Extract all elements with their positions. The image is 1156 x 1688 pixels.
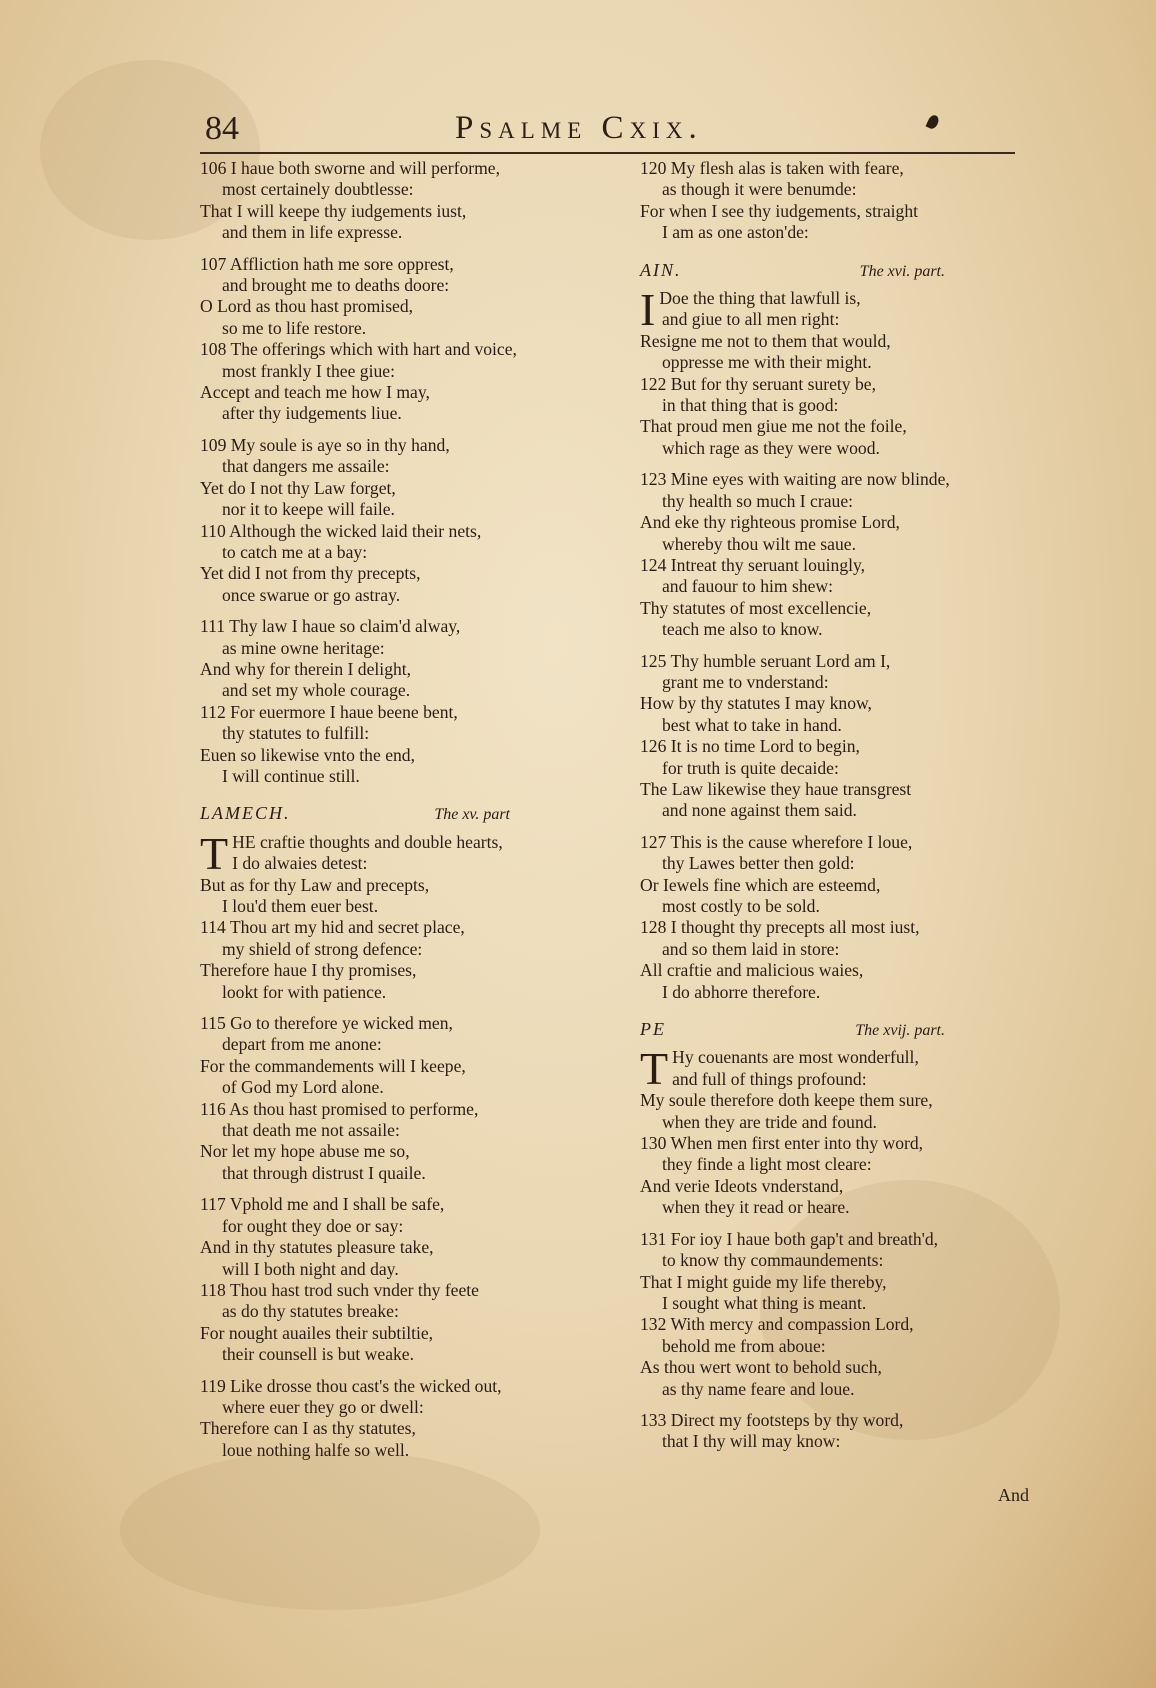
- verse-line: [640, 331, 1035, 352]
- verse-text: loue nothing halfe so well.: [222, 1439, 410, 1460]
- verse-text: 108 The offerings which with hart and voice,: [200, 339, 517, 360]
- drop-cap: T: [200, 827, 229, 879]
- verse-text: to know thy commaundements:: [662, 1250, 884, 1271]
- verse-line: [200, 1194, 600, 1215]
- verse-line: [200, 382, 600, 403]
- hebrew-letter-heading: LAMECH.: [200, 803, 291, 824]
- verse-text: which rage as they were wood.: [662, 437, 880, 458]
- verse-line: [640, 201, 1035, 222]
- verse-text: That I will keepe thy iudgements iust,: [200, 200, 467, 221]
- verse-line: [640, 512, 1035, 533]
- verse-line: [200, 659, 600, 680]
- verse-line: [640, 779, 1035, 800]
- stanza-gap: [640, 459, 1035, 469]
- verse-line: [200, 616, 600, 637]
- verse-text: 109 My soule is aye so in thy hand,: [200, 434, 450, 455]
- stanza-gap: [200, 1003, 600, 1013]
- verse-line: [200, 702, 600, 723]
- verse-line: [640, 1154, 1035, 1175]
- verse-line: [640, 1133, 1035, 1154]
- verse-line: [640, 651, 1035, 672]
- verse-text: that death me not assaile:: [222, 1120, 400, 1141]
- verse-text: depart from me anone:: [222, 1034, 382, 1055]
- verse-line: [640, 1293, 1035, 1314]
- page-number: 84: [205, 110, 239, 147]
- stanza-gap: [200, 425, 600, 435]
- verse-line: [200, 201, 600, 222]
- left-column: [200, 158, 600, 1461]
- verse-line: [200, 456, 600, 477]
- verse-text: thy statutes to fulfill:: [222, 723, 370, 744]
- verse-text: 126 It is no time Lord to begin,: [640, 736, 860, 757]
- verse-line: [640, 179, 1035, 200]
- stanza-gap: [200, 606, 600, 616]
- verse-text: And eke thy righteous promise Lord,: [640, 512, 900, 533]
- verse-text: Resigne me not to them that would,: [640, 330, 891, 351]
- verse-line: [640, 736, 1035, 757]
- verse-text: 132 With mercy and compassion Lord,: [640, 1314, 914, 1335]
- verse-text: Yet did I not from thy precepts,: [200, 563, 421, 584]
- right-column: [640, 158, 1035, 1453]
- verse-text: I am as one aston'de:: [662, 222, 809, 243]
- verse-line: [200, 499, 600, 520]
- verse-text: when they it read or heare.: [662, 1197, 850, 1218]
- verse-line: [200, 1099, 600, 1120]
- verse-text: and set my whole courage.: [222, 680, 411, 701]
- verse-line: [200, 723, 600, 744]
- verse-line: [200, 1237, 600, 1258]
- verse-text: best what to take in hand.: [662, 714, 842, 735]
- verse-line: [200, 1418, 600, 1439]
- verse-text: I do abhorre therefore.: [662, 981, 821, 1002]
- verse-line: [200, 1280, 600, 1301]
- verse-line: [200, 542, 600, 563]
- verse-text: 123 Mine eyes with waiting are now blinde,: [640, 469, 950, 490]
- verse-text: That proud men giue me not the foile,: [640, 416, 907, 437]
- verse-text: after thy iudgements liue.: [222, 403, 402, 424]
- verse-line: [200, 585, 600, 606]
- verse-text: 118 Thou hast trod such vnder thy feete: [200, 1279, 479, 1300]
- stanza-gap: [640, 1400, 1035, 1410]
- verse-line: [200, 179, 600, 200]
- verse-line: [200, 939, 600, 960]
- verse-line: [640, 555, 1035, 576]
- verse-text: will I both night and day.: [222, 1258, 399, 1279]
- verse-line: [200, 158, 600, 179]
- catchword: And: [998, 1485, 1029, 1505]
- section-heading: [640, 260, 1035, 282]
- verse-line: [640, 469, 1035, 490]
- verse-text: their counsell is but weake.: [222, 1344, 415, 1365]
- verse-text: 117 Vphold me and I shall be safe,: [200, 1194, 445, 1215]
- verse-text: Hy couenants are most wonderfull,: [672, 1047, 919, 1068]
- verse-text: that dangers me assaile:: [222, 456, 390, 477]
- verse-text: to catch me at a bay:: [222, 541, 368, 562]
- verse-text: Doe the thing that lawfull is,: [659, 288, 861, 309]
- verse-text: And verie Ideots vnderstand,: [640, 1175, 844, 1196]
- verse-line: [200, 1163, 600, 1184]
- verse-line: [640, 800, 1035, 821]
- verse-text: Thy statutes of most excellencie,: [640, 597, 872, 618]
- verse-line: [640, 158, 1035, 179]
- verse-text: and none against them said.: [662, 800, 857, 821]
- verse-text: I lou'd them euer best.: [222, 896, 379, 916]
- verse-text: For the commandements will I keepe,: [200, 1055, 466, 1076]
- header-rule: [200, 152, 1015, 154]
- verse-line: [640, 1357, 1035, 1378]
- verse-text: my shield of strong defence:: [222, 938, 423, 959]
- verse-line: [640, 1431, 1035, 1452]
- verse-line: [200, 296, 600, 317]
- verse-line: [200, 1077, 600, 1098]
- verse-line: [640, 1229, 1035, 1250]
- verse-line: [640, 438, 1035, 459]
- verse-line: [640, 917, 1035, 938]
- verse-text: I sought what thing is meant.: [662, 1292, 867, 1313]
- verse-line: [640, 491, 1035, 512]
- hebrew-letter-heading: AIN.: [640, 259, 682, 280]
- verse-line: [200, 638, 600, 659]
- verse-text: Therefore can I as thy statutes,: [200, 1418, 416, 1439]
- verse-text: 110 Although the wicked laid their nets,: [200, 520, 482, 541]
- verse-text: once swarue or go astray.: [222, 584, 401, 605]
- verse-text: when they are tride and found.: [662, 1111, 877, 1132]
- verse-text: Euen so likewise vnto the end,: [200, 744, 415, 765]
- verse-text: 131 For ioy I haue both gap't and breath'd,: [640, 1228, 939, 1249]
- drop-cap: T: [640, 1043, 669, 1095]
- verse-text: and brought me to deaths doore:: [222, 275, 450, 296]
- verse-text: 124 Intreat thy seruant louingly,: [640, 554, 866, 575]
- verse-line: [640, 1272, 1035, 1293]
- verse-line: [200, 435, 600, 456]
- verse-text: they finde a light most cleare:: [662, 1154, 872, 1175]
- verse-text: grant me to vnderstand:: [662, 671, 829, 692]
- verse-line: [200, 875, 600, 896]
- verse-text: and them in life expresse.: [222, 222, 403, 243]
- verse-line: [640, 960, 1035, 981]
- verse-text: For when I see thy iudgements, straight: [640, 200, 919, 221]
- verse-text: and giue to all men right:: [662, 309, 840, 330]
- verse-line: [640, 416, 1035, 437]
- verse-text: HE craftie thoughts and double hearts,: [232, 831, 503, 852]
- verse-text: teach me also to know.: [662, 619, 823, 640]
- verse-line: [640, 1250, 1035, 1271]
- verse-line: [640, 1090, 1035, 1111]
- verse-line: [200, 1440, 600, 1461]
- verse-text: in that thing that is good:: [662, 395, 839, 416]
- verse-text: nor it to keepe will faile.: [222, 499, 395, 520]
- verse-text: I will continue still.: [222, 765, 360, 786]
- verse-line: [640, 1197, 1035, 1218]
- hebrew-letter-heading: PE: [640, 1019, 666, 1040]
- verse-text: Or Iewels fine which are esteemd,: [640, 874, 881, 895]
- verse-text: 116 As thou hast promised to performe,: [200, 1098, 479, 1119]
- verse-text: 130 When men first enter into thy word,: [640, 1133, 924, 1154]
- section-heading: [640, 1019, 1035, 1041]
- verse-line: [200, 222, 600, 243]
- verse-line: [200, 478, 600, 499]
- stanza-gap: [200, 244, 600, 254]
- verse-line: [640, 982, 1035, 1003]
- verse-text: for ought they doe or say:: [222, 1215, 404, 1236]
- verse-text: How by thy statutes I may know,: [640, 693, 872, 714]
- verse-line: [200, 1141, 600, 1162]
- verse-line: [200, 254, 600, 275]
- verse-text: 114 Thou art my hid and secret place,: [200, 917, 465, 938]
- running-title: Psalme Cxix.: [455, 110, 703, 146]
- verse-line: [200, 1216, 600, 1237]
- verse-line: [200, 1397, 600, 1418]
- verse-line: [200, 1323, 600, 1344]
- page-header: [200, 110, 1020, 154]
- verse-line: [200, 896, 600, 917]
- verse-line: [640, 374, 1035, 395]
- verse-text: 125 Thy humble seruant Lord am I,: [640, 650, 891, 671]
- verse-text: so me to life restore.: [222, 317, 367, 338]
- verse-text: thy health so much I craue:: [662, 490, 854, 511]
- verse-text: 112 For euermore I haue beene bent,: [200, 701, 458, 722]
- verse-line: [640, 309, 1035, 330]
- verse-text: 122 But for thy seruant surety be,: [640, 373, 877, 394]
- verse-text: That I might guide my life thereby,: [640, 1271, 887, 1292]
- verse-line: [200, 853, 600, 874]
- verse-text: 111 Thy law I haue so claim'd alway,: [200, 616, 461, 637]
- verse-line: [640, 832, 1035, 853]
- verse-line: [200, 275, 600, 296]
- verse-line: [200, 1344, 600, 1365]
- verse-text: As thou wert wont to behold such,: [640, 1357, 882, 1378]
- verse-line: [640, 1112, 1035, 1133]
- verse-line: [200, 1376, 600, 1397]
- verse-text: 120 My flesh alas is taken with feare,: [640, 158, 904, 178]
- verse-line: [640, 758, 1035, 779]
- verse-text: 119 Like drosse thou cast's the wicked out,: [200, 1375, 502, 1396]
- verse-line: [640, 395, 1035, 416]
- verse-text: that through distrust I quaile.: [222, 1162, 426, 1183]
- verse-line: [200, 766, 600, 787]
- verse-line: [640, 896, 1035, 917]
- verse-text: and so them laid in store:: [662, 938, 840, 959]
- verse-line: [640, 875, 1035, 896]
- verse-text: as thy name feare and loue.: [662, 1378, 855, 1399]
- verse-line: [640, 853, 1035, 874]
- verse-line: [200, 1034, 600, 1055]
- drop-cap: I: [640, 284, 656, 336]
- part-label: The xv. part: [434, 806, 510, 824]
- verse-line: [200, 680, 600, 701]
- verse-line: [640, 576, 1035, 597]
- verse-text: 106 I haue both sworne and will performe,: [200, 158, 500, 178]
- verse-line: [640, 222, 1035, 243]
- verse-line: [640, 672, 1035, 693]
- verse-line: [640, 1410, 1035, 1431]
- verse-text: 127 This is the cause wherefore I loue,: [640, 831, 913, 852]
- verse-line: [640, 1176, 1035, 1197]
- verse-line: [640, 1379, 1035, 1400]
- stanza-gap: [640, 641, 1035, 651]
- verse-line: [200, 563, 600, 584]
- verse-text: But as for thy Law and precepts,: [200, 874, 430, 895]
- paper-stain: [120, 1450, 540, 1610]
- verse-text: as do thy statutes breake:: [222, 1301, 399, 1322]
- verse-text: of God my Lord alone.: [222, 1077, 384, 1098]
- verse-text: Therefore haue I thy promises,: [200, 960, 417, 981]
- verse-text: most frankly I thee giue:: [222, 360, 395, 381]
- stanza-gap: [640, 822, 1035, 832]
- verse-text: that I thy will may know:: [662, 1431, 841, 1452]
- verse-text: 107 Affliction hath me sore opprest,: [200, 253, 454, 274]
- verse-text: The Law likewise they haue transgrest: [640, 778, 912, 799]
- verse-text: behold me from aboue:: [662, 1335, 826, 1356]
- verse-line: [640, 1314, 1035, 1335]
- verse-line: [200, 318, 600, 339]
- verse-text: as mine owne heritage:: [222, 637, 385, 658]
- verse-text: For nought auailes their subtiltie,: [200, 1322, 434, 1343]
- stanza-gap: [200, 1366, 600, 1376]
- stanza-gap: [640, 1219, 1035, 1229]
- verse-line: [640, 619, 1035, 640]
- verse-text: I do alwaies detest:: [232, 853, 368, 874]
- verse-line: [200, 960, 600, 981]
- verse-line: [640, 715, 1035, 736]
- verse-text: oppresse me with their might.: [662, 352, 872, 373]
- verse-line: [200, 1259, 600, 1280]
- verse-text: as though it were benumde:: [662, 179, 857, 200]
- verse-line: [640, 534, 1035, 555]
- part-label: The xvi. part.: [859, 262, 945, 280]
- verse-text: for truth is quite decaide:: [662, 757, 839, 778]
- verse-text: Yet do I not thy Law forget,: [200, 477, 396, 498]
- verse-text: 133 Direct my footsteps by thy word,: [640, 1409, 904, 1430]
- verse-text: where euer they go or dwell:: [222, 1396, 424, 1417]
- verse-text: and full of things profound:: [672, 1068, 867, 1089]
- verse-text: And in thy statutes pleasure take,: [200, 1237, 434, 1258]
- verse-text: most costly to be sold.: [662, 896, 820, 916]
- verse-line: [200, 917, 600, 938]
- verse-line: [200, 1056, 600, 1077]
- verse-line: [200, 361, 600, 382]
- verse-text: and fauour to him shew:: [662, 576, 834, 597]
- section-heading: [200, 803, 600, 825]
- verse-text: 115 Go to therefore ye wicked men,: [200, 1013, 453, 1034]
- verse-text: most certainely doubtlesse:: [222, 179, 414, 200]
- verse-line: [200, 745, 600, 766]
- verse-line: [640, 693, 1035, 714]
- verse-text: And why for therein I delight,: [200, 658, 412, 679]
- verse-text: Nor let my hope abuse me so,: [200, 1141, 410, 1162]
- verse-line: [200, 1013, 600, 1034]
- verse-text: whereby thou wilt me saue.: [662, 533, 856, 554]
- verse-line: [640, 598, 1035, 619]
- part-label: The xvij. part.: [855, 1022, 945, 1040]
- verse-line: [200, 1301, 600, 1322]
- verse-text: 128 I thought thy precepts all most iust,: [640, 917, 920, 938]
- verse-text: O Lord as thou hast promised,: [200, 296, 414, 317]
- verse-line: [200, 403, 600, 424]
- verse-line: [200, 982, 600, 1003]
- stanza-gap: [200, 1184, 600, 1194]
- verse-line: [200, 1120, 600, 1141]
- verse-line: [640, 352, 1035, 373]
- verse-text: lookt for with patience.: [222, 981, 387, 1002]
- verse-text: Accept and teach me how I may,: [200, 382, 430, 403]
- verse-text: My soule therefore doth keepe them sure,: [640, 1090, 933, 1111]
- verse-text: All craftie and malicious waies,: [640, 960, 864, 981]
- verse-text: thy Lawes better then gold:: [662, 853, 855, 874]
- verse-line: [200, 521, 600, 542]
- verse-line: [640, 1336, 1035, 1357]
- verse-line: [200, 339, 600, 360]
- verse-line: [640, 1069, 1035, 1090]
- verse-line: [640, 939, 1035, 960]
